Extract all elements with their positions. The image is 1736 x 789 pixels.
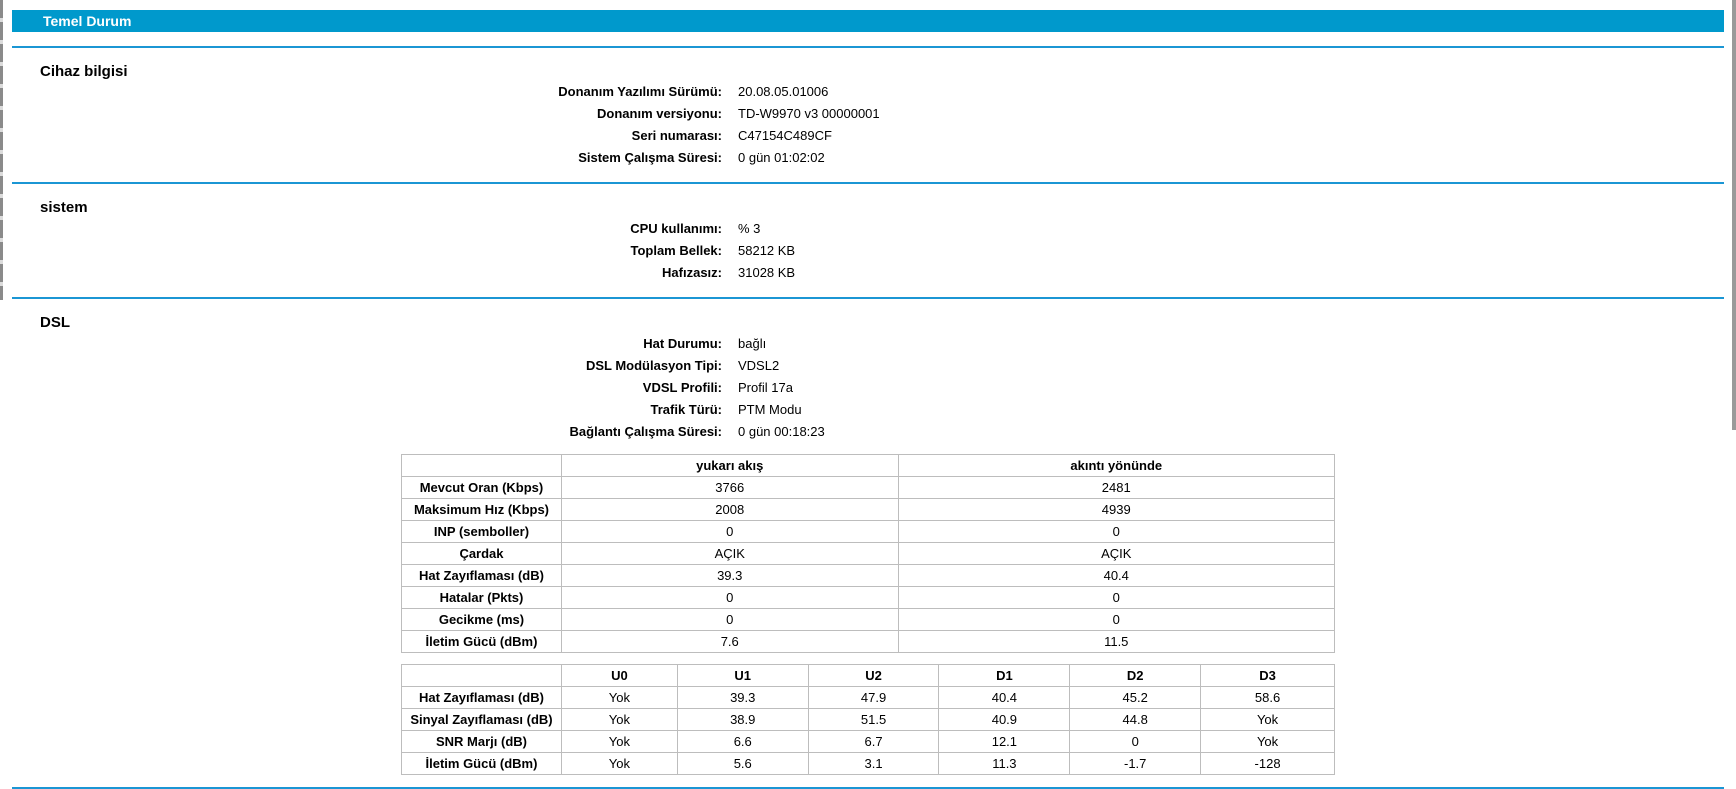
table-cell: 2481	[898, 477, 1334, 499]
info-value: C47154C489CF	[738, 128, 832, 143]
table-cell: 39.3	[677, 687, 808, 709]
table-cell: 6.7	[808, 731, 939, 753]
table-row	[402, 565, 1335, 587]
table-header-cell: D1	[939, 665, 1070, 687]
table-cell: 40.9	[939, 709, 1070, 731]
table-cell: 38.9	[677, 709, 808, 731]
info-label: Donanım versiyonu:	[597, 106, 722, 121]
dsl-row-line-status	[0, 336, 1736, 358]
section-divider	[12, 46, 1724, 48]
table-row	[402, 631, 1335, 653]
info-row-uptime	[0, 150, 1736, 172]
table-row	[402, 543, 1335, 565]
table-cell: 6.6	[677, 731, 808, 753]
table-cell: 11.3	[939, 753, 1070, 775]
info-row-serial	[0, 128, 1736, 150]
table-row	[402, 499, 1335, 521]
section-title-device-info: Cihaz bilgisi	[40, 63, 128, 80]
info-label: Sistem Çalışma Süresi:	[578, 150, 722, 165]
section-title-system: sistem	[40, 199, 88, 216]
row-label: Sinyal Zayıflaması (dB)	[402, 709, 562, 731]
table-cell: 0	[1070, 731, 1201, 753]
system-label: Hafızasız:	[662, 265, 722, 280]
table-header-cell: U0	[561, 665, 677, 687]
system-row-total-memory	[0, 243, 1736, 265]
table-cell: 12.1	[939, 731, 1070, 753]
info-label: Seri numarası:	[631, 128, 722, 143]
system-label: CPU kullanımı:	[630, 221, 722, 236]
table-cell: 40.4	[939, 687, 1070, 709]
table-cell: AÇIK	[561, 543, 898, 565]
table-row	[402, 609, 1335, 631]
table-header-cell	[402, 665, 562, 687]
dsl-label: Bağlantı Çalışma Süresi:	[569, 424, 722, 439]
row-label: Çardak	[402, 543, 562, 565]
table-cell: Yok	[561, 687, 677, 709]
table-cell: 4939	[898, 499, 1334, 521]
page-title: Temel Durum	[43, 13, 132, 29]
row-label: INP (semboller)	[402, 521, 562, 543]
table-row	[402, 521, 1335, 543]
table-cell: 39.3	[561, 565, 898, 587]
table-cell: Yok	[561, 731, 677, 753]
section-divider	[12, 182, 1724, 184]
table-cell: 3766	[561, 477, 898, 499]
table-row	[402, 731, 1335, 753]
section-title-dsl: DSL	[40, 314, 70, 331]
table-cell: 58.6	[1201, 687, 1335, 709]
table-cell: 44.8	[1070, 709, 1201, 731]
system-value: 31028 KB	[738, 265, 796, 280]
dsl-value: PTM Modu	[738, 402, 802, 417]
info-value: 0 gün 01:02:02	[738, 150, 825, 165]
table-cell: 5.6	[677, 753, 808, 775]
info-value: 20.08.05.01006	[738, 84, 829, 99]
table-cell: AÇIK	[898, 543, 1334, 565]
table-header-cell: D3	[1201, 665, 1335, 687]
table-header-cell: D2	[1070, 665, 1201, 687]
table-row	[402, 587, 1335, 609]
dsl-band-table	[401, 664, 1335, 775]
table-cell: 3.1	[808, 753, 939, 775]
table-header-cell: akıntı yönünde	[898, 455, 1334, 477]
info-row-hardware	[0, 106, 1736, 128]
system-label: Toplam Bellek:	[630, 243, 722, 258]
table-header-row	[402, 665, 1335, 687]
dsl-row-connection-uptime	[0, 424, 1736, 446]
dsl-value: Profil 17a	[738, 380, 793, 395]
dsl-rate-table	[401, 454, 1335, 653]
dsl-value: 0 gün 00:18:23	[738, 424, 825, 439]
row-label: SNR Marjı (dB)	[402, 731, 562, 753]
table-cell: 0	[898, 587, 1334, 609]
system-value: % 3	[738, 221, 761, 236]
table-cell: 51.5	[808, 709, 939, 731]
row-label: Maksimum Hız (Kbps)	[402, 499, 562, 521]
table-cell: 47.9	[808, 687, 939, 709]
table-header-row	[402, 455, 1335, 477]
table-cell: 0	[561, 521, 898, 543]
page-title-bar	[12, 10, 1724, 32]
table-cell: 0	[561, 609, 898, 631]
table-header-cell: yukarı akış	[561, 455, 898, 477]
table-cell: 11.5	[898, 631, 1334, 653]
table-row	[402, 709, 1335, 731]
row-label: Hatalar (Pkts)	[402, 587, 562, 609]
dsl-label: Hat Durumu:	[643, 336, 722, 351]
table-cell: 40.4	[898, 565, 1334, 587]
table-header-cell	[402, 455, 562, 477]
table-cell: 2008	[561, 499, 898, 521]
table-cell: 0	[898, 521, 1334, 543]
dsl-value: VDSL2	[738, 358, 780, 373]
table-header-cell: U1	[677, 665, 808, 687]
row-label: Hat Zayıflaması (dB)	[402, 687, 562, 709]
table-cell: Yok	[561, 709, 677, 731]
info-value: TD-W9970 v3 00000001	[738, 106, 880, 121]
table-cell: Yok	[1201, 709, 1335, 731]
table-row	[402, 687, 1335, 709]
table-cell: 7.6	[561, 631, 898, 653]
system-row-free-memory	[0, 265, 1736, 287]
table-cell: 0	[561, 587, 898, 609]
info-row-firmware	[0, 84, 1736, 106]
dsl-row-traffic-type	[0, 402, 1736, 424]
row-label: İletim Gücü (dBm)	[402, 631, 562, 653]
section-divider	[12, 297, 1724, 299]
table-cell: 0	[898, 609, 1334, 631]
dsl-label: Trafik Türü:	[650, 402, 722, 417]
dsl-label: DSL Modülasyon Tipi:	[585, 358, 722, 373]
table-header-cell: U2	[808, 665, 939, 687]
row-label: Gecikme (ms)	[402, 609, 562, 631]
row-label: Mevcut Oran (Kbps)	[402, 477, 562, 499]
table-row	[402, 753, 1335, 775]
dsl-label: VDSL Profili:	[642, 380, 722, 395]
table-cell: Yok	[1201, 731, 1335, 753]
system-value: 58212 KB	[738, 243, 796, 258]
info-label: Donanım Yazılımı Sürümü:	[558, 84, 722, 99]
dsl-value: bağlı	[738, 336, 767, 351]
table-cell: -1.7	[1070, 753, 1201, 775]
row-label: Hat Zayıflaması (dB)	[402, 565, 562, 587]
row-label: İletim Gücü (dBm)	[402, 753, 562, 775]
table-row	[402, 477, 1335, 499]
dsl-row-modulation	[0, 358, 1736, 380]
table-cell: 45.2	[1070, 687, 1201, 709]
table-cell: -128	[1201, 753, 1335, 775]
table-cell: Yok	[561, 753, 677, 775]
system-row-cpu	[0, 221, 1736, 243]
dsl-row-vdsl-profile	[0, 380, 1736, 402]
